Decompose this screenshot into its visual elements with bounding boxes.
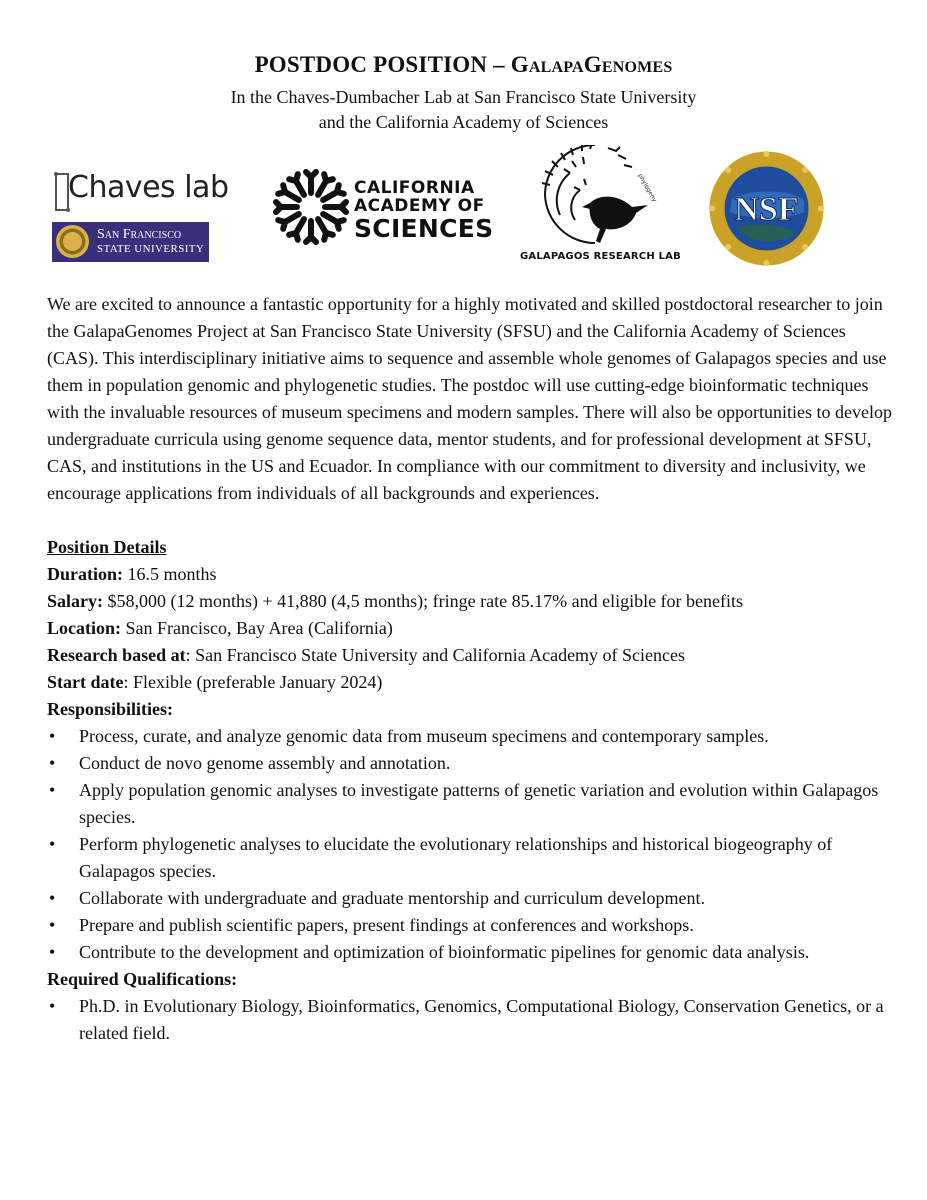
list-item-text: Ph.D. in Evolutionary Biology, Bioinformatics, Genomics, Computational Biology, Conservation Genetics, or a related field. (79, 996, 884, 1043)
duration-label: Duration: (47, 564, 123, 584)
location-label: Location: (47, 618, 121, 638)
list-item-text: Conduct de novo genome assembly and annotation. (79, 753, 451, 773)
responsibilities-heading: Responsibilities: (47, 699, 174, 719)
bullet-icon: • (49, 834, 56, 854)
list-item (47, 939, 892, 966)
bullet-icon: • (49, 996, 56, 1016)
location-row (47, 615, 892, 642)
list-item (47, 723, 892, 750)
finch-tree-icon (520, 145, 670, 251)
list-item-text: Prepare and publish scientific papers, present findings at conferences and workshops. (79, 915, 694, 935)
start-date-row (47, 669, 892, 696)
start-date-label: Start date (47, 672, 124, 692)
list-item-text: Contribute to the development and optimization of bioinformatic pipelines for genomic data analysis. (79, 942, 810, 962)
list-item (47, 750, 892, 777)
nsf-globe-icon (708, 150, 825, 267)
list-item (47, 912, 892, 939)
bullet-icon: • (49, 942, 56, 962)
sfsu-seal-icon (56, 225, 89, 258)
title-main: POSTDOC POSITION – (254, 52, 511, 77)
chaves-lab-text: Chaves lab (68, 170, 229, 205)
sfsu-name: San Francisco (97, 227, 182, 242)
bullet-icon: • (49, 888, 56, 908)
subtitle-line-1: In the Chaves-Dumbacher Lab at San Francisco State University (230, 87, 697, 107)
bullet-icon: • (49, 780, 56, 800)
document-body (47, 291, 892, 1047)
subtitle-line-2: and the California Academy of Sciences (318, 112, 609, 132)
list-item (47, 831, 892, 885)
cas-wordmark (354, 180, 504, 242)
sfsu-subname: STATE UNIVERSITY (97, 243, 205, 255)
salary-row (47, 588, 892, 615)
nsf-logo (708, 150, 825, 267)
salary-label: Salary: (47, 591, 103, 611)
salary-value: $58,000 (12 months) + 41,880 (4,5 months); fringe rate 85.17% and eligible for benefits (103, 591, 744, 611)
cas-logo (272, 168, 492, 248)
duration-value: 16.5 months (123, 564, 217, 584)
grl-label: GALAPAGOS RESEARCH LAB (520, 251, 681, 262)
list-item (47, 993, 892, 1047)
research-label: Research based at (47, 645, 186, 665)
bullet-icon: • (49, 915, 56, 935)
qualifications-heading: Required Qualifications: (47, 969, 238, 989)
title-project: GalapaGenomes (510, 52, 673, 77)
list-item-text: Process, curate, and analyze genomic data from museum specimens and contemporary samples. (79, 726, 769, 746)
research-value: : San Francisco State University and California Academy of Sciences (185, 645, 686, 665)
start-date-value: : Flexible (preferable January 2024) (123, 672, 383, 692)
bullet-icon: • (49, 753, 56, 773)
list-item-text: Apply population genomic analyses to investigate patterns of genetic variation and evolution within Galapagos species. (79, 780, 879, 827)
sfsu-logo (52, 222, 209, 262)
list-item (47, 885, 892, 912)
svg-text:phylogeny: phylogeny (636, 172, 659, 204)
responsibilities-list (47, 723, 892, 966)
qualifications-list (47, 993, 892, 1047)
intro-paragraph: We are excited to announce a fantastic opportunity for a highly motivated and skilled postdoctoral researcher to join the GalapaGenomes Project at San Francisco State University (SFSU) and the California Academy of Sciences (CAS). This interdisciplinary initiative aims to sequence and assemble whole genomes of Galapagos species and use them in population genomic and phylogenetic studies. The postdoc will use cutting-edge bioinformatic techniques with the invaluable resources of museum specimens and modern samples. There will also be opportunities to develop undergraduate curricula using genome sequence data, mentor students, and for professional development at SFSU, CAS, and institutions in the US and Ecuador. In compliance with our commitment to diversity and inclusivity, we encourage applications from individuals of all backgrounds and experiences. (47, 294, 892, 503)
page-title (0, 52, 927, 78)
galapagos-research-lab-logo (520, 145, 681, 270)
list-item-text: Perform phylogenetic analyses to elucidate the evolutionary relationships and historical biogeography of Galapagos species. (79, 834, 833, 881)
cas-line-2: ACADEMY OF (354, 195, 485, 216)
list-item (47, 777, 892, 831)
duration-row (47, 561, 892, 588)
research-row (47, 642, 892, 669)
cas-line-3: SCIENCES (354, 213, 494, 243)
cas-starburst-icon (272, 168, 350, 246)
chaves-lab-logo (52, 168, 229, 220)
location-value: San Francisco, Bay Area (California) (121, 618, 393, 638)
cas-line-1: CALIFORNIA (354, 178, 475, 198)
list-item-text: Collaborate with undergraduate and graduate mentorship and curriculum development. (79, 888, 705, 908)
bullet-icon: • (49, 726, 56, 746)
position-details-heading: Position Details (47, 537, 167, 557)
nsf-letters: NSF (734, 191, 799, 228)
